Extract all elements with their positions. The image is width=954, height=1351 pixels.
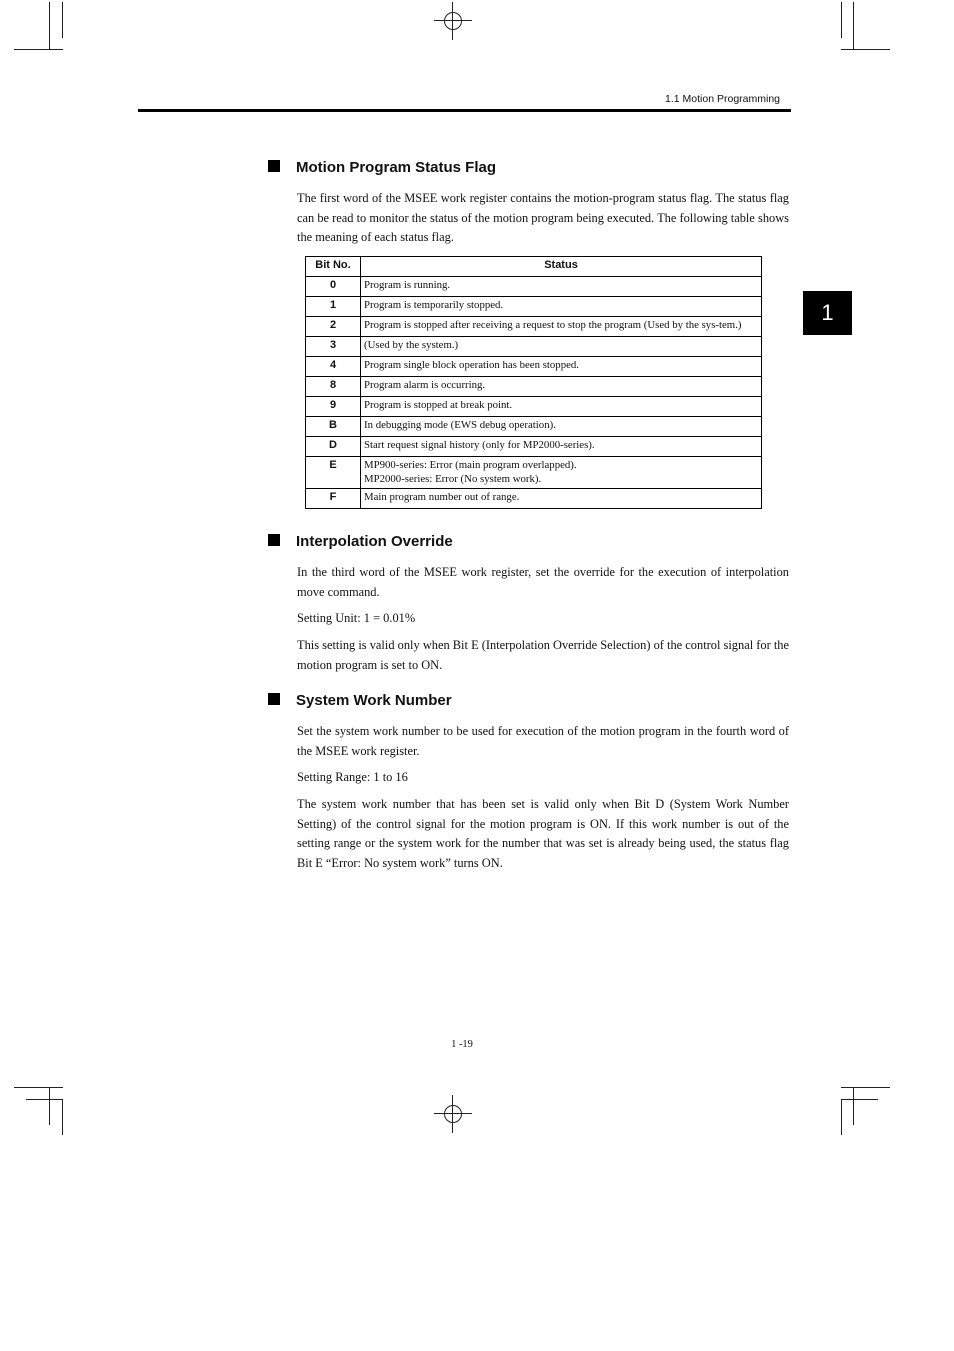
crop-mark	[853, 1087, 854, 1125]
status-cell: In debugging mode (EWS debug operation).	[361, 417, 762, 437]
column-header-bit: Bit No.	[306, 257, 361, 277]
status-cell: Program is stopped after receiving a request to stop the program (Used by the sys-tem.)	[361, 317, 762, 337]
column-header-status: Status	[361, 257, 762, 277]
crop-mark	[26, 1099, 63, 1100]
registration-mark-bottom	[434, 1095, 472, 1133]
status-cell: Program is temporarily stopped.	[361, 297, 762, 317]
crop-mark	[841, 1099, 842, 1135]
section-heading-system-work-number	[268, 692, 452, 709]
crop-mark	[841, 49, 890, 50]
square-bullet-icon	[268, 534, 280, 546]
table-row	[306, 357, 762, 377]
bit-cell: E	[306, 457, 361, 489]
chapter-tab: 1	[803, 291, 852, 335]
square-bullet-icon	[268, 160, 280, 172]
square-bullet-icon	[268, 693, 280, 705]
table-row	[306, 297, 762, 317]
bit-cell: 4	[306, 357, 361, 377]
crop-mark	[62, 1099, 63, 1135]
bit-cell: 3	[306, 337, 361, 357]
table-header-row	[306, 257, 762, 277]
interpolation-paragraph-3: This setting is valid only when Bit E (Interpolation Override Selection) of the control signal for the motion program is set to ON.	[297, 638, 789, 672]
bit-cell: 0	[306, 277, 361, 297]
table-row	[306, 489, 762, 509]
status-flag-table	[305, 256, 762, 509]
system-work-paragraph-1: Set the system work number to be used for execution of the motion program in the fourth word of the MSEE work register.	[297, 724, 789, 758]
table-row	[306, 317, 762, 337]
crop-mark	[62, 2, 63, 38]
status-cell: Program is running.	[361, 277, 762, 297]
section-heading-text: System Work Number	[296, 692, 452, 709]
crop-mark	[841, 2, 842, 38]
interpolation-paragraph-1: In the third word of the MSEE work register, set the override for the execution of interpolation move command.	[297, 565, 789, 599]
crop-mark	[841, 1099, 878, 1100]
interpolation-setting-unit: Setting Unit: 1 = 0.01%	[297, 611, 416, 625]
status-cell: Program is stopped at break point.	[361, 397, 762, 417]
section-heading-text: Motion Program Status Flag	[296, 159, 497, 176]
table-row	[306, 437, 762, 457]
bit-cell: D	[306, 437, 361, 457]
header-rule	[138, 109, 791, 112]
table-row	[306, 457, 762, 489]
table-row	[306, 337, 762, 357]
status-flag-intro: The first word of the MSEE work register contains the motion-program status flag. The status flag can be read to monitor the status of the motion program being executed. The following table shows the meaning of each status flag.	[297, 191, 789, 244]
crop-mark	[853, 2, 854, 50]
bit-cell: 9	[306, 397, 361, 417]
section-heading-interpolation-override	[268, 533, 453, 550]
page-number: 1 -19	[451, 1039, 473, 1050]
system-work-paragraph-3: The system work number that has been set is valid only when Bit D (System Work Number Setting) of the control signal for the motion program is ON. If this work number is out of the setting range or the system work for the number that was set is already being used, the status flag Bit E “Error: No system work” turns ON.	[297, 797, 789, 870]
table-row	[306, 277, 762, 297]
status-cell: Start request signal history (only for MP2000-series).	[361, 437, 762, 457]
table-row	[306, 377, 762, 397]
status-line: MP900-series: Error (main program overlapped).	[364, 459, 577, 471]
section-heading-status-flag	[268, 159, 496, 176]
status-cell	[361, 457, 762, 489]
table-row	[306, 417, 762, 437]
table-row	[306, 397, 762, 417]
crop-mark	[14, 1087, 63, 1088]
status-cell: Program single block operation has been stopped.	[361, 357, 762, 377]
status-cell: Program alarm is occurring.	[361, 377, 762, 397]
bit-cell: 2	[306, 317, 361, 337]
status-line: MP2000-series: Error (No system work).	[364, 472, 542, 485]
crop-mark	[49, 2, 50, 50]
bit-cell: B	[306, 417, 361, 437]
system-work-setting-range: Setting Range: 1 to 16	[297, 770, 408, 784]
status-cell: Main program number out of range.	[361, 489, 762, 509]
crop-mark	[841, 1087, 890, 1088]
running-header: 1.1 Motion Programming	[665, 93, 780, 105]
crop-mark	[14, 49, 63, 50]
status-cell: (Used by the system.)	[361, 337, 762, 357]
registration-mark-top	[434, 2, 472, 40]
bit-cell: F	[306, 489, 361, 509]
section-heading-text: Interpolation Override	[296, 533, 453, 550]
bit-cell: 1	[306, 297, 361, 317]
bit-cell: 8	[306, 377, 361, 397]
crop-mark	[49, 1087, 50, 1125]
